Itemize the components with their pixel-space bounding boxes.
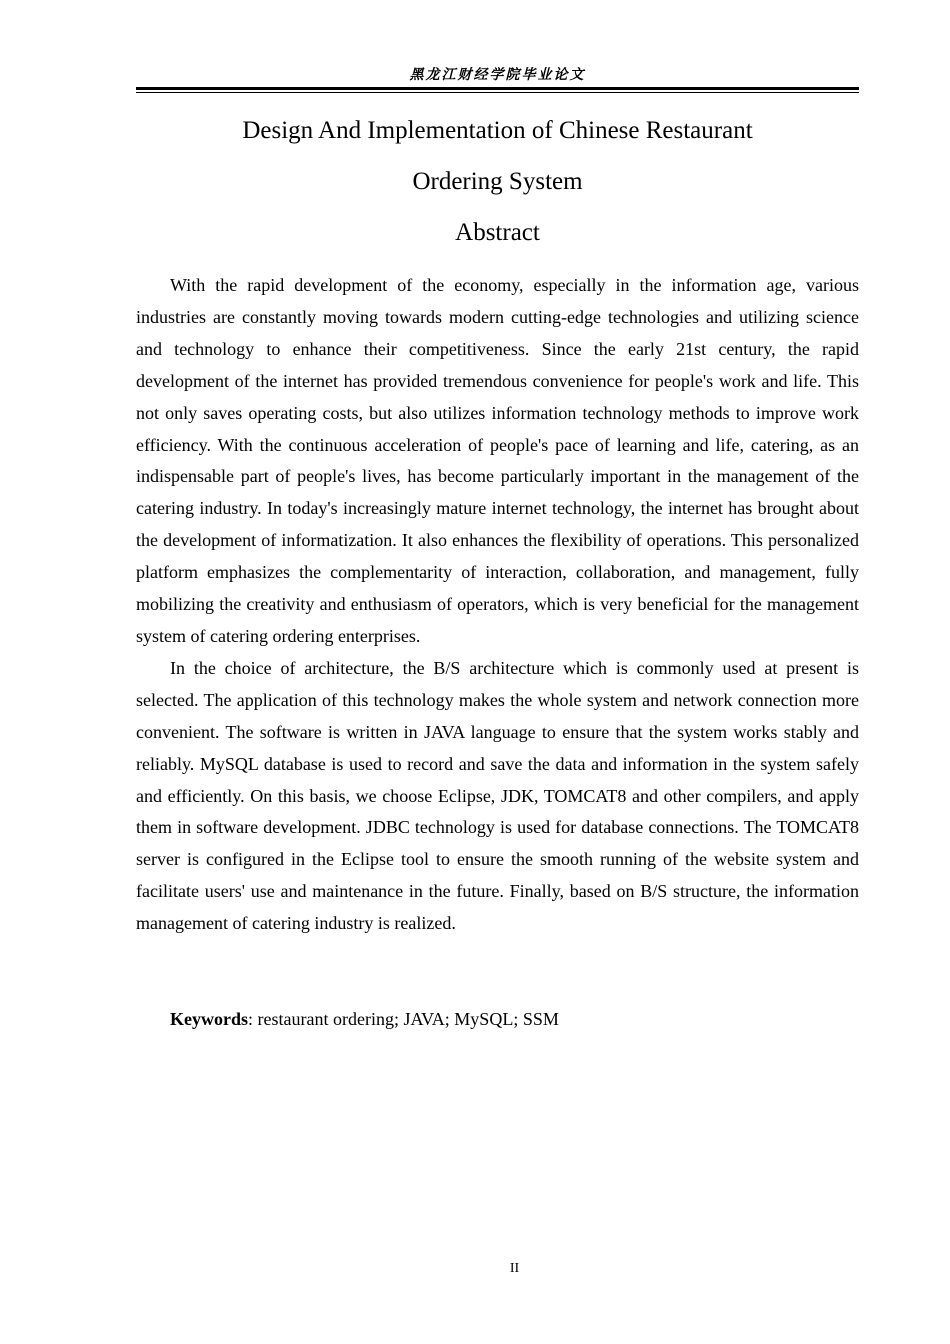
abstract-body xyxy=(136,270,859,940)
abstract-heading: Abstract xyxy=(455,219,540,246)
paper-title-line-2: Ordering System xyxy=(412,168,583,195)
header-rule-thick xyxy=(136,87,859,90)
keywords-line xyxy=(136,1004,859,1036)
keywords-text: : restaurant ordering; JAVA; MySQL; SSM xyxy=(248,1009,559,1029)
abstract-paragraph-1: With the rapid development of the economy, especially in the information age, various industries are constantly moving towards modern cutting-edge technologies and utilizing science and technology to enhance their competitiveness. Since the early 21st century, the rapid development of the internet has provided tremendous convenience for people's work and life. This not only saves operating costs, but also utilizes information technology methods to improve work efficiency. With the continuous acceleration of people's pace of learning and life, catering, as an indispensable part of people's lives, has become particularly important in the management of the catering industry. In today's increasingly mature internet technology, the internet has brought about the development of informatization. It also enhances the flexibility of operations. This personalized platform emphasizes the complementarity of interaction, collaboration, and management, fully mobilizing the creativity and enthusiasm of operators, which is very beneficial for the management system of catering ordering enterprises. xyxy=(136,275,859,646)
page-number: II xyxy=(509,1261,520,1276)
keywords-label: Keywords xyxy=(170,1009,248,1029)
abstract-paragraph-2: In the choice of architecture, the B/S architecture which is commonly used at present is selected. The application of this technology makes the whole system and network connection more convenient. The software is written in JAVA language to ensure that the system works stably and reliably. MySQL database is used to record and save the data and information in the system safely and efficiently. On this basis, we choose Eclipse, JDK, TOMCAT8 and other compilers, and apply them in software development. JDBC technology is used for database connections. The TOMCAT8 server is configured in the Eclipse tool to ensure the smooth running of the website system and facilitate users' use and maintenance in the future. Finally, based on B/S structure, the information management of catering industry is realized. xyxy=(136,657,859,934)
running-header: 黑龙江财经学院毕业论文 xyxy=(409,67,586,83)
paper-title-line-1: Design And Implementation of Chinese Restaurant xyxy=(242,117,753,144)
header-rule-thin xyxy=(136,92,859,93)
